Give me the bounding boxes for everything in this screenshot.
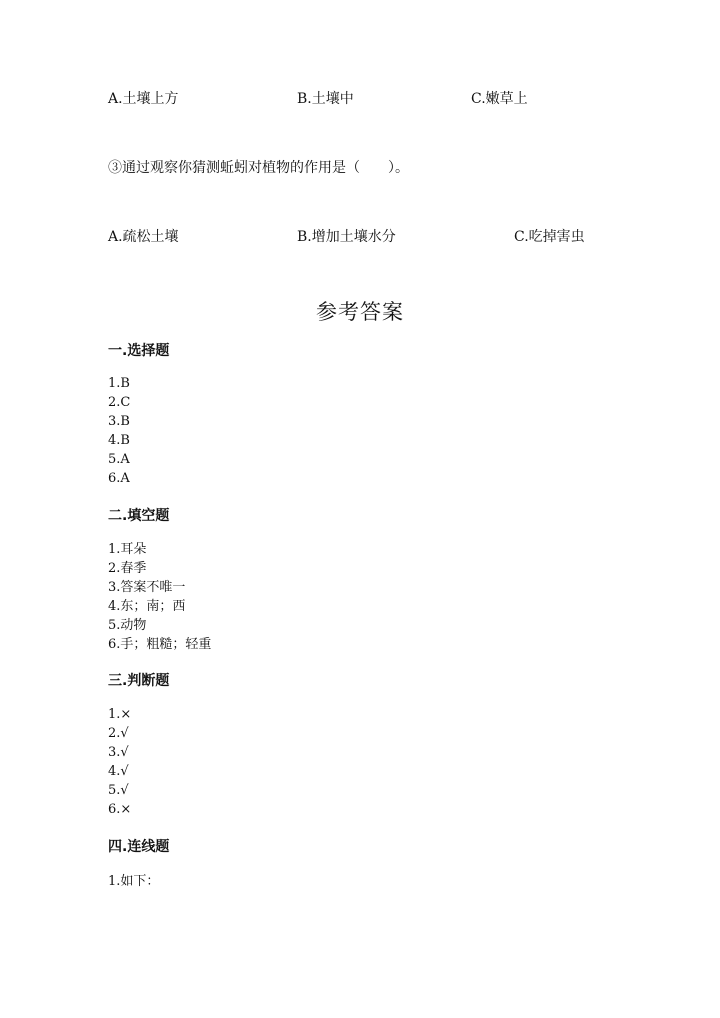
answer-key-title: 参考答案: [316, 300, 404, 324]
answer-item: 4.B: [108, 433, 130, 448]
answer-item: 5.动物: [108, 618, 147, 633]
answer-item: 1.如下：: [108, 874, 160, 889]
answer-item: 1.耳朵: [108, 542, 147, 557]
answer-list-fill-blank: [108, 540, 211, 654]
answer-list-multiple-choice: [108, 374, 130, 488]
answer-item: 1.B: [108, 376, 130, 391]
answer-item: 5.A: [108, 452, 130, 467]
answer-item: 3.答案不唯一: [108, 580, 186, 595]
option-b-add-water: B.增加土壤水分: [297, 229, 396, 245]
section-heading-fill-blank: 二.填空题: [108, 508, 170, 524]
answer-item: 2.春季: [108, 561, 147, 576]
answer-item: 2.√: [108, 726, 129, 741]
option-c-tender-grass: C.嫩草上: [471, 91, 528, 107]
option-c-eat-pests: C.吃掉害虫: [514, 229, 585, 245]
question-3-prompt: ③通过观察你猜测蚯蚓对植物的作用是（ ）。: [108, 160, 409, 176]
option-a-soil-surface: A.土壤上方: [108, 91, 179, 107]
option-a-loosen-soil: A.疏松土壤: [108, 229, 179, 245]
answer-item: 1.×: [108, 707, 132, 722]
section-heading-matching: 四.连线题: [108, 839, 170, 855]
answer-item: 6.×: [108, 802, 132, 817]
answer-item: 2.C: [108, 395, 131, 410]
option-b-in-soil: B.土壤中: [297, 91, 354, 107]
answer-item: 3.B: [108, 414, 130, 429]
answer-list-matching: [108, 872, 159, 891]
section-heading-true-false: 三.判断题: [108, 673, 170, 689]
answer-item: 4.东；南；西: [108, 599, 186, 614]
section-heading-multiple-choice: 一.选择题: [108, 343, 170, 359]
answer-list-true-false: [108, 705, 131, 819]
answer-item: 3.√: [108, 745, 129, 760]
answer-item: 6.A: [108, 471, 130, 486]
answer-item: 4.√: [108, 764, 129, 779]
answer-item: 6.手；粗糙；轻重: [108, 637, 212, 652]
answer-item: 5.√: [108, 783, 129, 798]
